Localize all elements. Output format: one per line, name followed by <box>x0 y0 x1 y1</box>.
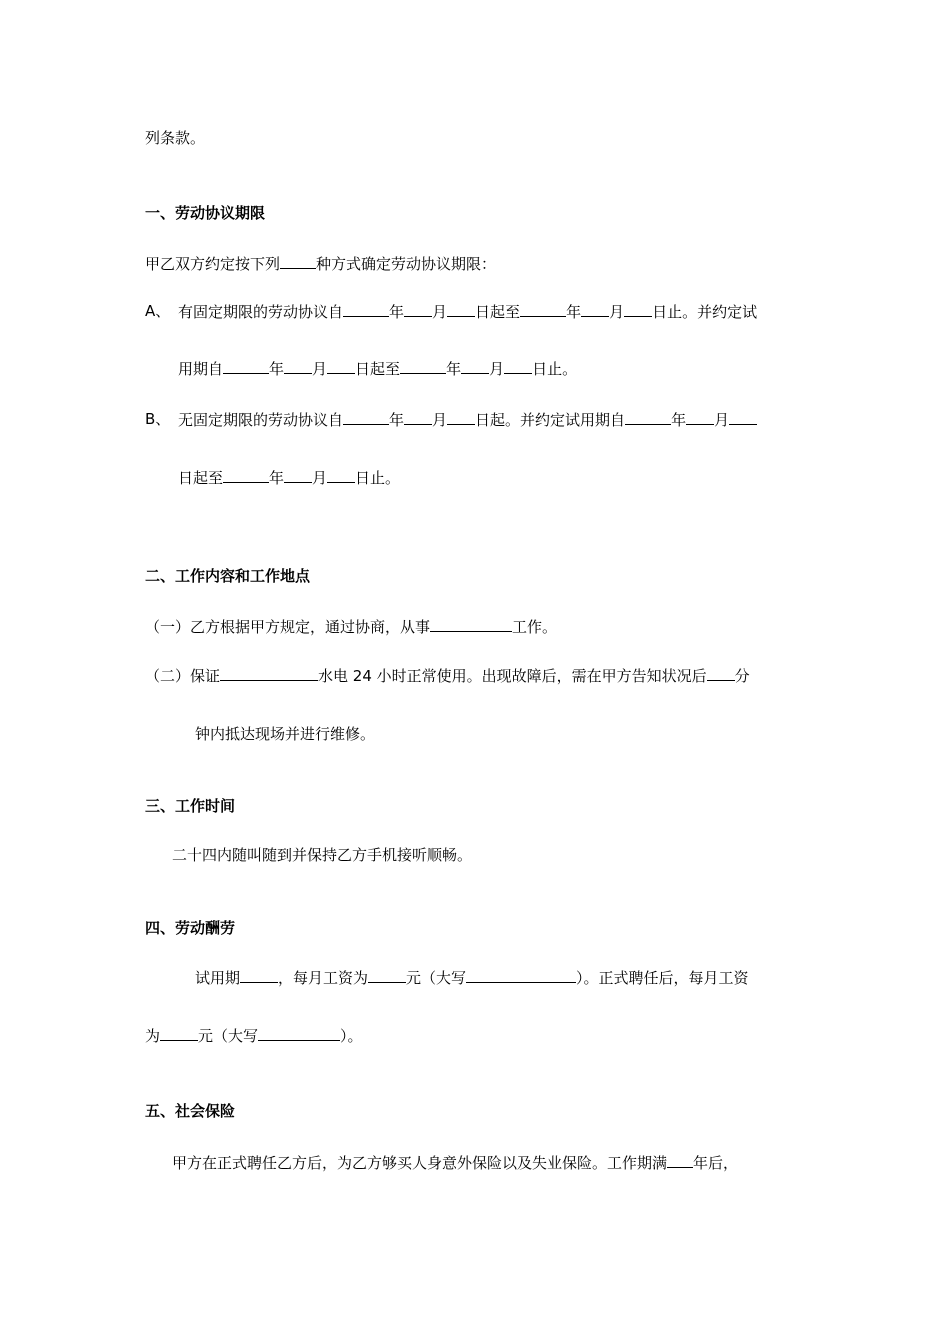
section-1-heading: 一、劳动协议期限 <box>145 204 266 222</box>
option-a-line2: 用期自 年 月 日起至 年 月 日止。 <box>178 360 578 378</box>
blank-field[interactable] <box>284 467 312 483</box>
blank-field[interactable] <box>430 616 512 632</box>
term-type-line: 甲乙双方约定按下列 种方式确定劳动协议期限： <box>145 255 497 273</box>
work-time-text: 二十四内随叫随到并保持乙方手机接听顺畅。 <box>172 846 473 864</box>
option-b-line1: 无固定期限的劳动协议自 年 月 日起。并约定试用期自 年 月 <box>178 409 757 430</box>
duty-line-3: 钟内抵达现场并进行维修。 <box>195 725 376 743</box>
blank-field[interactable] <box>667 1152 693 1168</box>
blank-field[interactable] <box>447 301 475 317</box>
option-a-line1: 有固定期限的劳动协议自 年 月 日起至 年 月 日止。并约定试 <box>178 303 758 321</box>
blank-field[interactable] <box>343 409 389 425</box>
blank-field[interactable] <box>624 301 652 317</box>
section-5-heading: 五、社会保险 <box>145 1102 236 1120</box>
duty-line-2: （二）保证 水电 24 小时正常使用。出现故障后，需在甲方告知状况后 分 <box>145 667 750 685</box>
blank-field[interactable] <box>223 358 269 374</box>
duty-line-1: （一）乙方根据甲方规定，通过协商，从事 工作。 <box>145 618 558 636</box>
blank-field[interactable] <box>280 253 316 269</box>
insurance-text: 甲方在正式聘任乙方后，为乙方够买人身意外保险以及失业保险。工作期满 年后， <box>172 1154 739 1172</box>
option-b-label: B、 <box>145 410 171 428</box>
blank-field[interactable] <box>581 301 609 317</box>
blank-field[interactable] <box>520 301 566 317</box>
blank-field[interactable] <box>504 358 532 374</box>
option-a-label: A、 <box>145 302 171 320</box>
blank-field[interactable] <box>160 1025 198 1041</box>
blank-field[interactable] <box>240 967 278 983</box>
blank-field[interactable] <box>258 1025 340 1041</box>
blank-field[interactable] <box>404 409 432 425</box>
blank-field[interactable] <box>466 967 576 983</box>
section-2-heading: 二、工作内容和工作地点 <box>145 567 311 585</box>
blank-field[interactable] <box>461 358 489 374</box>
pay-line-1: 试用期 ，每月工资为 元（大写 ）。正式聘任后，每月工资 <box>195 969 749 987</box>
blank-field[interactable] <box>707 665 735 681</box>
option-b-line2: 日起至 年 月 日止。 <box>178 469 401 487</box>
blank-field[interactable] <box>343 301 389 317</box>
blank-field[interactable] <box>220 665 318 681</box>
blank-field[interactable] <box>729 409 757 425</box>
blank-field[interactable] <box>284 358 312 374</box>
intro-text: 列条款。 <box>145 129 206 147</box>
blank-field[interactable] <box>368 967 406 983</box>
blank-field[interactable] <box>404 301 432 317</box>
blank-field[interactable] <box>223 467 269 483</box>
blank-field[interactable] <box>625 409 671 425</box>
blank-field[interactable] <box>400 358 446 374</box>
blank-field[interactable] <box>327 358 355 374</box>
blank-field[interactable] <box>327 467 355 483</box>
pay-line-2: 为 元（大写 ）。 <box>145 1027 363 1045</box>
section-4-heading: 四、劳动酬劳 <box>145 919 236 937</box>
blank-field[interactable] <box>686 409 714 425</box>
section-3-heading: 三、工作时间 <box>145 797 236 815</box>
blank-field[interactable] <box>447 409 475 425</box>
